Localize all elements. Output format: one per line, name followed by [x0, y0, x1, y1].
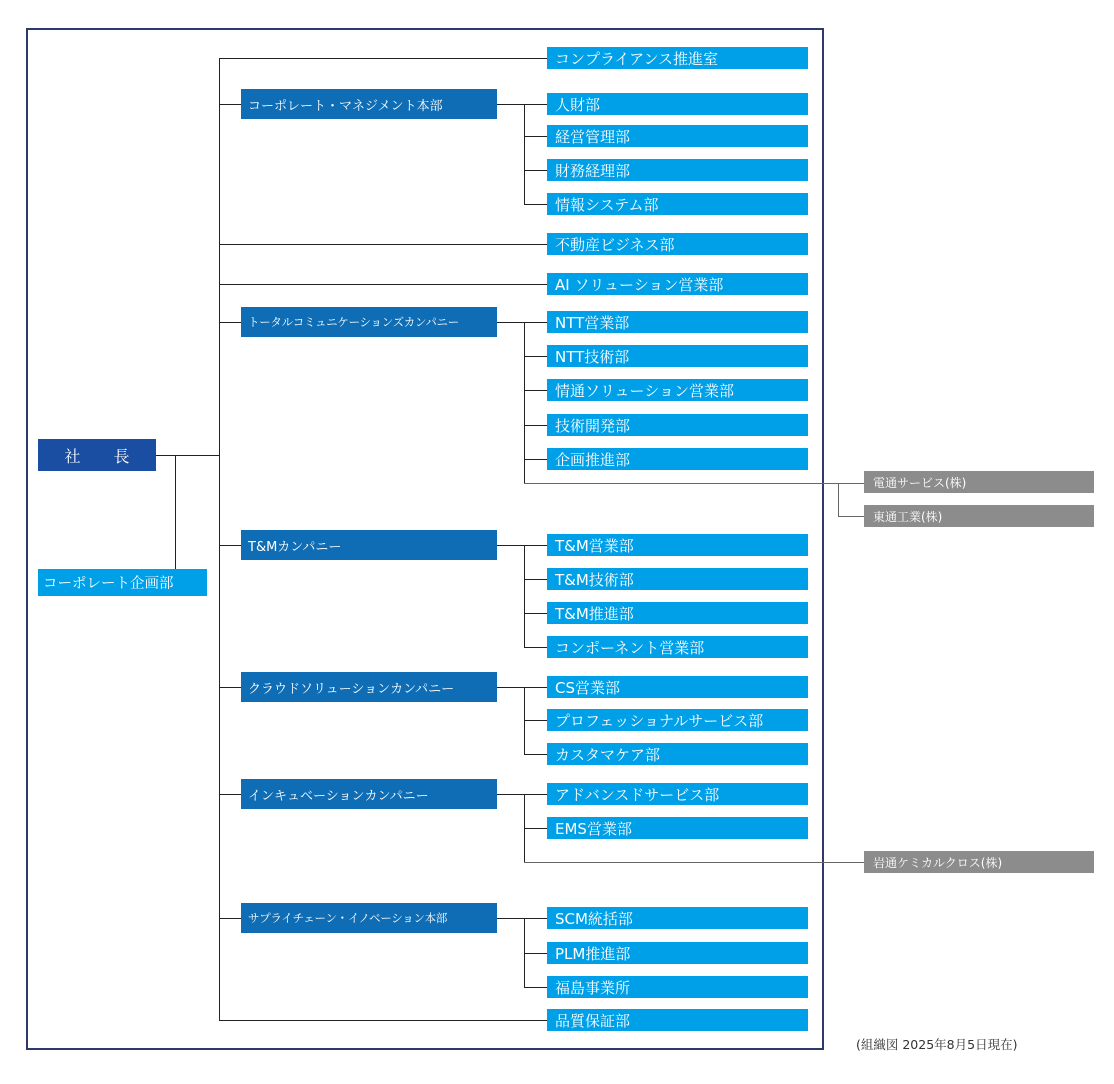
corporate-planning-box: コーポレート企画部 [38, 569, 207, 596]
dept-quality: 品質保証部 [547, 1009, 808, 1031]
connector-line [219, 918, 241, 919]
connector-line [219, 322, 241, 323]
affiliate-connector-line [838, 483, 839, 516]
dept-box: コンポーネント営業部 [547, 636, 808, 658]
affiliate-iwatsu-chemical-cross: 岩通ケミカルクロス(株) [864, 851, 1094, 873]
division-corporate-management: コーポレート・マネジメント本部 [241, 89, 497, 119]
dept-box: アドバンスドサービス部 [547, 783, 808, 805]
connector-line [524, 204, 547, 205]
connector-line [524, 647, 547, 648]
connector-line [175, 455, 176, 569]
connector-line [524, 613, 547, 614]
dept-box: 人財部 [547, 93, 808, 115]
dept-box: NTT技術部 [547, 345, 808, 367]
connector-line [524, 390, 547, 391]
chart-date-note: (組織図 2025年8月5日現在) [856, 1037, 1018, 1052]
connector-line [219, 284, 547, 285]
affiliate-denstu-service: 電通サービス(株) [864, 471, 1094, 493]
dept-box: プロフェッショナルサービス部 [547, 709, 808, 731]
dept-box: T&M営業部 [547, 534, 808, 556]
affiliate-connector-line [524, 862, 864, 863]
division-cloud-solutions: クラウドソリューションカンパニー [241, 672, 497, 702]
dept-box: 福島事業所 [547, 976, 808, 998]
connector-line [497, 104, 547, 105]
connector-line [524, 356, 547, 357]
connector-line [524, 828, 547, 829]
division-supply-chain-innovation: サプライチェーン・イノベーション本部 [241, 903, 497, 933]
connector-line [219, 687, 241, 688]
connector-line [524, 987, 547, 988]
connector-line [219, 58, 547, 59]
dept-box: カスタマケア部 [547, 743, 808, 765]
dept-ai-solutions: AI ソリューション営業部 [547, 273, 808, 295]
connector-line [524, 953, 547, 954]
connector-line [497, 545, 547, 546]
division-incubation: インキュベーションカンパニー [241, 779, 497, 809]
connector-line [156, 455, 219, 456]
connector-line [524, 170, 547, 171]
dept-box: NTT営業部 [547, 311, 808, 333]
president-box: 社 長 [38, 439, 156, 471]
connector-line [497, 918, 547, 919]
connector-line [497, 794, 547, 795]
division-tm: T&Mカンパニー [241, 530, 497, 560]
connector-line [219, 794, 241, 795]
dept-box: CS営業部 [547, 676, 808, 698]
connector-line [524, 579, 547, 580]
connector-line [524, 136, 547, 137]
dept-compliance: コンプライアンス推進室 [547, 47, 808, 69]
dept-box: PLM推進部 [547, 942, 808, 964]
connector-line [524, 720, 547, 721]
division-total-communications: トータルコミュニケーションズカンパニー [241, 307, 497, 337]
dept-real-estate: 不動産ビジネス部 [547, 233, 808, 255]
dept-box: 企画推進部 [547, 448, 808, 470]
dept-box: 情通ソリューション営業部 [547, 379, 808, 401]
connector-line [219, 244, 547, 245]
connector-line [497, 687, 547, 688]
dept-box: EMS営業部 [547, 817, 808, 839]
connector-line [524, 104, 525, 204]
affiliate-connector-line [524, 483, 864, 484]
connector-line [524, 459, 547, 460]
dept-box: T&M推進部 [547, 602, 808, 624]
dept-box: T&M技術部 [547, 568, 808, 590]
connector-line [219, 104, 241, 105]
connector-line [524, 425, 547, 426]
dept-box: 財務経理部 [547, 159, 808, 181]
connector-line [497, 322, 547, 323]
dept-box: 技術開発部 [547, 414, 808, 436]
connector-line [219, 1020, 547, 1021]
connector-line [524, 754, 547, 755]
connector-line [524, 545, 525, 647]
dept-box: 経営管理部 [547, 125, 808, 147]
dept-box: 情報システム部 [547, 193, 808, 215]
dept-box: SCM統括部 [547, 907, 808, 929]
affiliate-connector-line [838, 516, 864, 517]
affiliate-totsu-kogyo: 東通工業(株) [864, 505, 1094, 527]
main-trunk-line [219, 58, 220, 1021]
connector-line [219, 545, 241, 546]
